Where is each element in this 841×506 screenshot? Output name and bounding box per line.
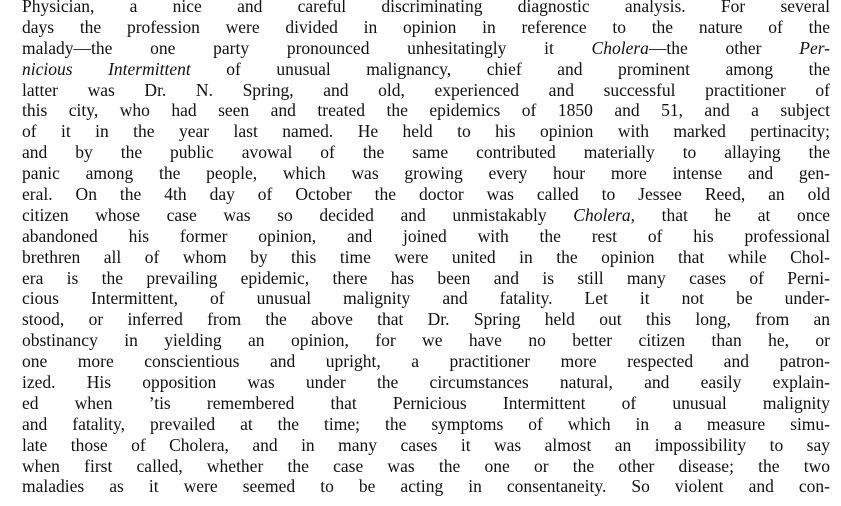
text-line: this city, who had seen and treated the epidemics of 1850 and 51, and a subject (22, 100, 830, 121)
text-line: nicious Intermittent of unusual malignancy, chief and prominent among the (22, 58, 830, 79)
text-line: and fatality, prevailed at the time; the symptoms of which in a measure simu- (22, 413, 830, 434)
text-line: ized. His opposition was under the circumstances natural, and easily explain- (22, 372, 830, 393)
text-line: brethren all of whom by this time were united in the opinion that while Chol- (22, 246, 830, 267)
text-line: ed when ’tis remembered that Pernicious Intermittent of unusual malignity (22, 392, 830, 413)
text-line: and by the public avowal of the same contributed materially to allaying the (22, 142, 830, 163)
text-line: cious Intermittent, of unusual malignity and fatality. Let it not be under- (22, 288, 830, 309)
article-text (22, 0, 830, 497)
text-line: of it in the year last named. He held to his opinion with marked pertinacity; (22, 121, 830, 142)
text-line: days the profession were divided in opinion in reference to the nature of the (22, 16, 830, 37)
text-line: Physician, a nice and careful discriminating diagnostic analysis. For several (22, 0, 830, 16)
text-line: maladies as it were seemed to be acting in consentaneity. So violent and con- (22, 476, 830, 497)
text-line: citizen whose case was so decided and unmistakably Cholera, that he at once (22, 204, 830, 225)
text-line: abandoned his former opinion, and joined with the rest of his professional (22, 225, 830, 246)
text-line: eral. On the 4th day of October the doctor was called to Jessee Reed, an old (22, 184, 830, 205)
text-line: obstinancy in yielding an opinion, for we have no better citizen than he, or (22, 330, 830, 351)
text-line: one more conscientious and upright, a practitioner more respected and patron- (22, 351, 830, 372)
text-line: late those of Cholera, and in many cases it was almost an impossibility to say (22, 434, 830, 455)
text-line: malady—the one party pronounced unhesitatingly it Cholera—the other Per- (22, 37, 830, 58)
text-line: era is the prevailing epidemic, there has been and is still many cases of Perni- (22, 267, 830, 288)
text-line: when first called, whether the case was the one or the other disease; the two (22, 455, 830, 476)
text-line: stood, or inferred from the above that Dr. Spring held out this long, from an (22, 309, 830, 330)
text-line: latter was Dr. N. Spring, and old, experienced and successful practitioner of (22, 79, 830, 100)
text-line: panic among the people, which was growing every hour more intense and gen- (22, 163, 830, 184)
